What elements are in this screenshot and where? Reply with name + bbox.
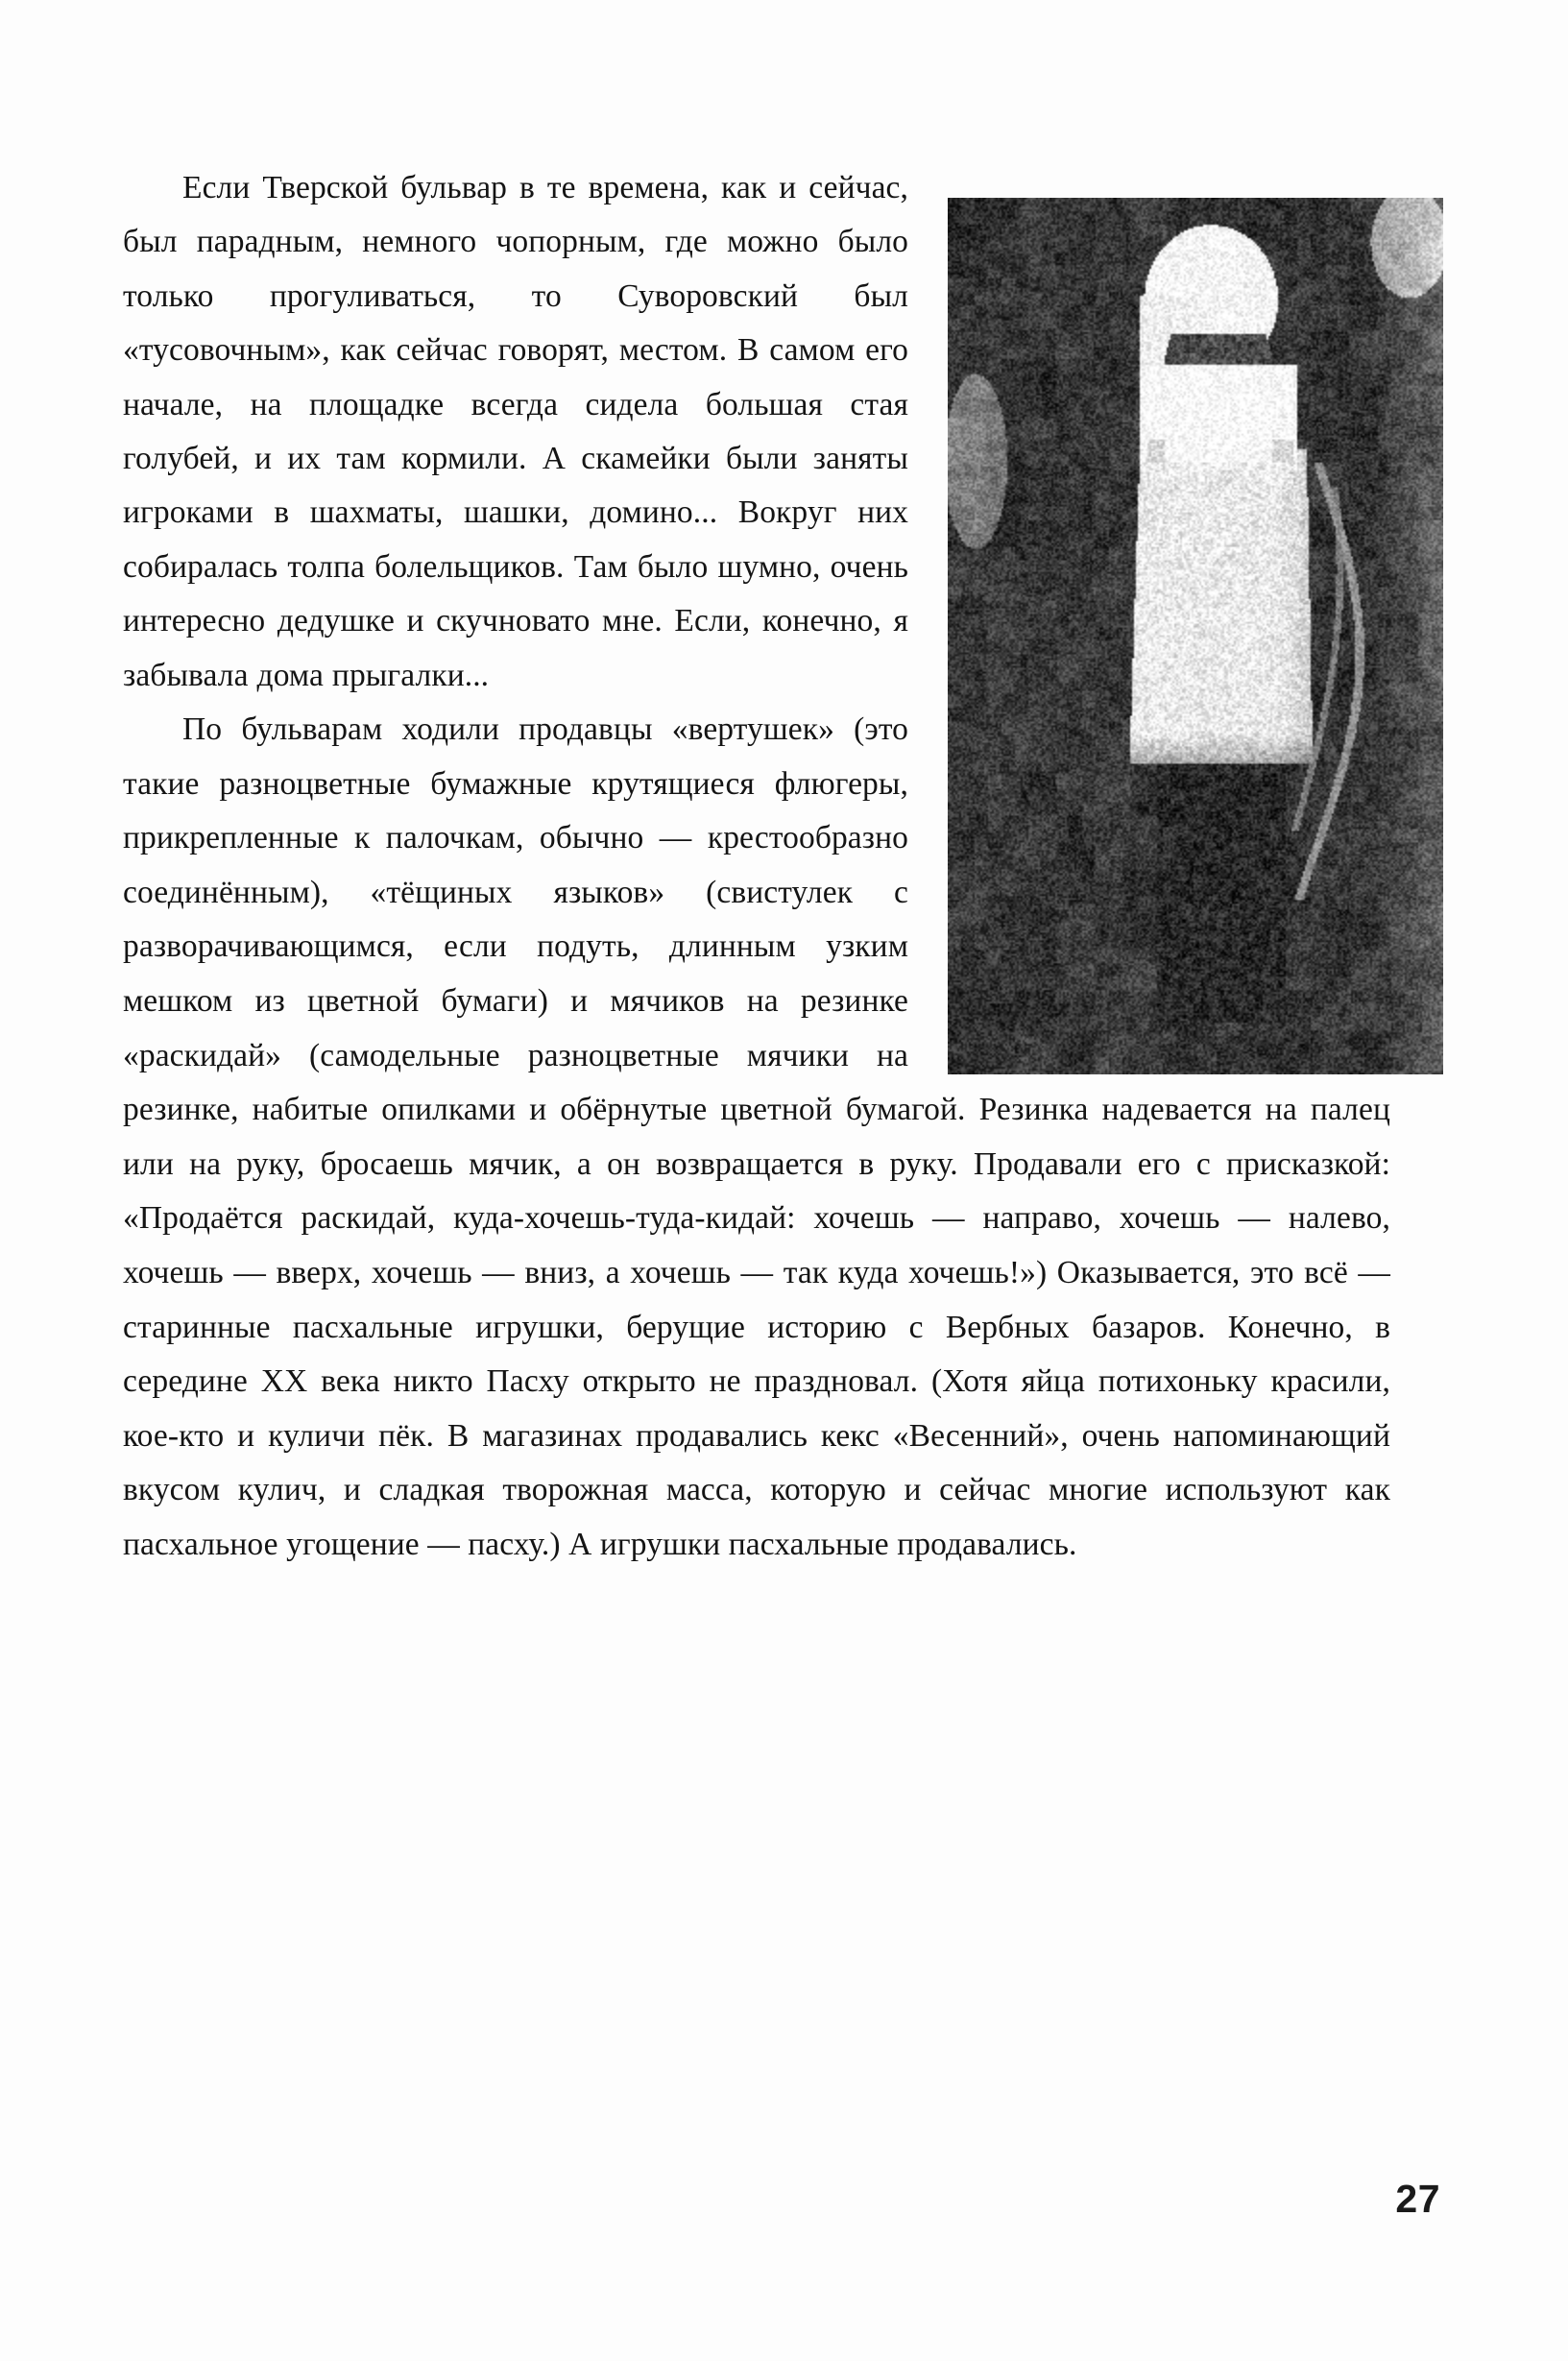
photo-wrap-spacer bbox=[908, 161, 1390, 1075]
page-number: 27 bbox=[1395, 2177, 1440, 2221]
paragraph-one: Если Тверской бульвар в те времена, как и сейчас, был парадным, немного чопорным, где можно было только прогуливаться, то Суворовский был «тусовочным», как сейчас говорят, местом. В самом его начале, на площадке всегда сидела большая стая голубей, и их там кормили. А скамейки были заняты игроками в шахматы, шашки, домино... Вокруг них собиралась толпа болельщиков. Там было шумно, очень интересно дедушке и скучновато мне. Если, конечно, я забывала дома прыгалки... bbox=[123, 170, 908, 693]
paragraph-two: По бульварам ходили продавцы «вертушек» (это такие разноцветные бумажные крутящиеся флюгеры, прикрепленные к палочкам, обычно — крестообразно соединённым), «тёщиных языков» (свистулек с разворачивающимся, если подуть, длинным узким мешком из цветной бумаги) и мячиков на резинке «раскидай» (самодельные разноцветные мячики на резинке, набитые опилками и обёрнутые цветной бумагой. Резинка надевается на палец или на руку, бросаешь мячик, а он возвращается в руку. Продавали его с присказкой: «Продаётся раскидай, куда-хочешь-туда-кидай: хочешь — направо, хочешь — налево, хочешь — вверх, хочешь — вниз, а хочешь — так куда хочешь!») Оказывается, это всё — старинные пасхальные игрушки, берущие историю с Вербных базаров. Конечно, в середине XX века никто Пасху открыто не праздновал. (Хотя яйца потихоньку красили, кое-кто и куличи пёк. В магазинах продавались кекс «Весенний», очень напоминающий вкусом кулич, и сладкая творожная масса, которую и сейчас многие используют как пасхальное угощение — пасху.) А игрушки пасхальные продавались. bbox=[123, 711, 1390, 1562]
body-text-block bbox=[123, 161, 1390, 1573]
